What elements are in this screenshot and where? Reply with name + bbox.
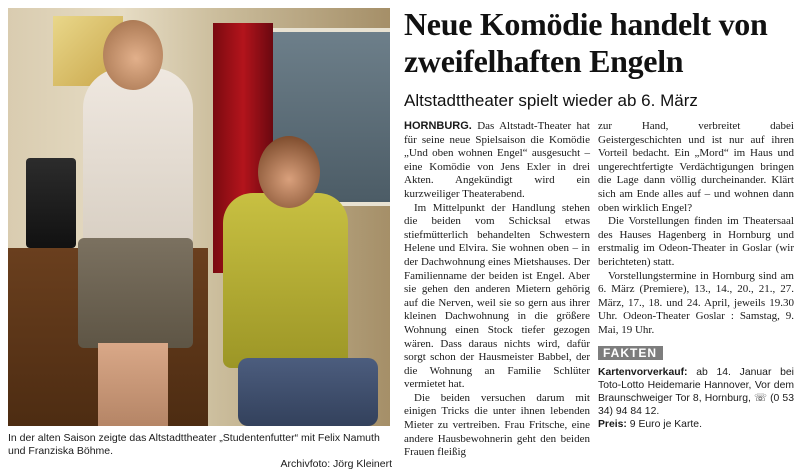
photo-actress-head — [103, 20, 163, 90]
photo-caption — [8, 432, 392, 471]
dateline: HORNBURG. — [404, 120, 472, 132]
article-column-1 — [404, 120, 590, 460]
phone-number: ☏ (0 53 34) 94 84 12. — [598, 393, 794, 418]
article-column-2 — [598, 120, 794, 431]
article-paragraph: Im Mittelpunkt der Handlung stehen die beiden vom Schicksal etwas stiefmütterlich behandelten Schwestern Helene und Elvira. Sie wohnen oben – in der Dachwohnung eines Mietshauses. Der Familienname der beiden ist Engel. Aber sie gehen den anderen Mietern gehörig auf die Nerven, weil sie so gern aus ihrer kleinen Dachwohnung in die größere Wohnung einen Stock tiefer gezogen wären. Dass daraus nichts wird, dafür sorgt schon der Hausmeister Babbel, der die Wohnung an Familie Schlüter vermietet hat. — [404, 201, 590, 391]
photo-coffee-machine — [26, 158, 76, 248]
preis-label: Preis: — [598, 419, 627, 431]
article-paragraph: Die Vorstellungen finden im Theatersaal des Hauses Hagenberg in Hornburg und erstmalig im Odeon-Theater in Goslar (wir berichteten) statt. — [598, 215, 794, 268]
caption-text: In der alten Saison zeigte das Altstadttheater „Studentenfutter“ mit Felix Namuth und Franziska Böhme. — [8, 432, 380, 457]
fakten-label: FAKTEN — [598, 346, 663, 361]
article-paragraph: HORNBURG. Das Altstadt-Theater hat für seine neue Spielsaison die Komödie „Und oben wohnen Engel“ ausgesucht – eine Komödie von Jens Exler in drei Akten. Angekündigt wird ein kurzweiliger Theaterabend. — [404, 120, 590, 200]
preis-text: 9 Euro je Karte. — [629, 419, 702, 431]
photo-actress-legs — [98, 343, 168, 426]
photo-actor-shirt — [223, 193, 348, 368]
photo-actor-head — [258, 136, 320, 208]
article-photo — [8, 8, 390, 426]
photo-actress-top — [83, 68, 193, 248]
article-paragraph: Die beiden versuchen darum mit einigen Tricks die unter ihnen lebenden Mieter zu vertreiben. Frau Fritsche, eine andere Hausbewohnerin geht den beiden Frauen fleißig — [404, 391, 590, 459]
ticket-info — [598, 366, 794, 431]
subheadline: Altstadttheater spielt wieder ab 6. März — [404, 91, 698, 110]
photo-actress-skirt — [78, 238, 193, 348]
photo-credit: Archivfoto: Jörg Kleinert — [280, 458, 392, 470]
photo-actor-legs — [238, 358, 378, 426]
article-paragraph: Vorstellungstermine in Hornburg sind am 6. März (Premiere), 13., 14., 20., 21., 27. März, 17., 18. und 24. April, jeweils 19.30 Uhr. Odeon-Theater Goslar : Samstag, 9. Mai, 19 Uhr. — [598, 269, 794, 336]
headline: Neue Komödie handelt von zweifelhaften Engeln — [404, 6, 768, 79]
article-paragraph: zur Hand, verbreitet dabei Geistergeschichten und ist nur auf ihren Vorteil bedacht. Ein „Mord“ im Haus und ungerechtfertigte Verdächtigungen bringen die Lage dann völlig durcheinander. Klärt sich am Ende alles auf – und wohnen dann oben wirklich Engel? — [598, 120, 794, 214]
vorverkauf-text: ab 14. Januar bei Toto-Lotto Heidemarie Hannover, Vor dem Braunschweiger Tor 8, Hornburg, — [598, 367, 794, 405]
vorverkauf-label: Kartenvorverkauf: — [598, 367, 688, 379]
